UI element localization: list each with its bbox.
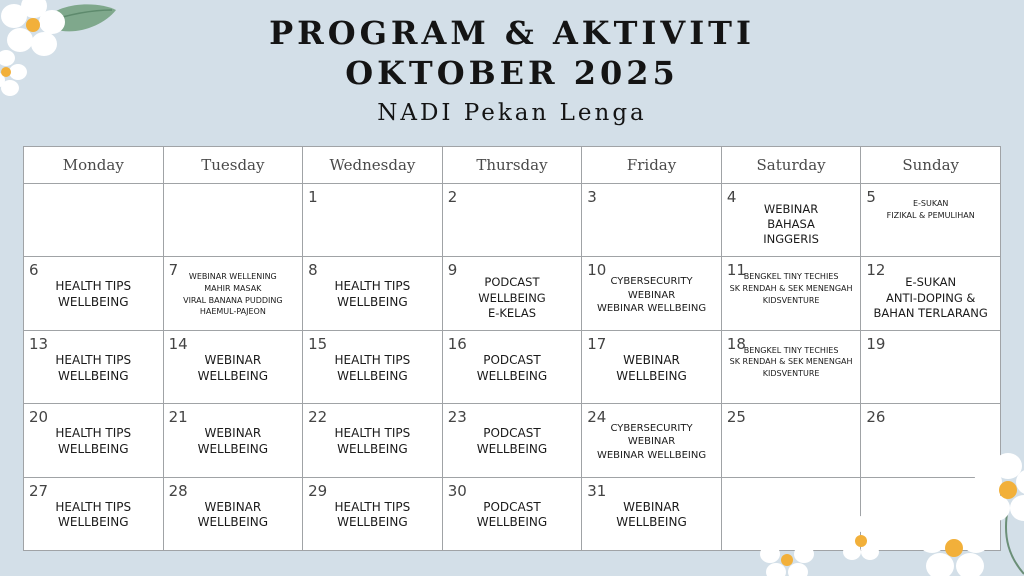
- date-number: 31: [587, 481, 607, 500]
- flower-icon: [760, 531, 814, 576]
- event-line: BAHAN TERLARANG: [873, 305, 988, 320]
- day-cell: [582, 257, 722, 330]
- day-cell: [721, 330, 861, 403]
- event-list: [582, 422, 721, 462]
- day-cell: [303, 184, 443, 257]
- event-line: WEBINAR: [763, 202, 819, 216]
- weekday-header: Friday: [582, 147, 722, 184]
- event-list: [582, 353, 721, 385]
- weekday-header: Wednesday: [303, 147, 443, 184]
- event-line: BENGKEL TINY TECHIES: [743, 272, 839, 282]
- day-cell: [24, 330, 164, 403]
- event-line: WELLBEING: [58, 295, 129, 310]
- event-line: WELLBEING: [337, 442, 408, 456]
- day-cell: [442, 477, 582, 550]
- event-list: [24, 279, 163, 311]
- date-number: 12: [866, 261, 886, 280]
- event-line: WELLBEING: [58, 442, 129, 456]
- day-cell: [442, 257, 582, 330]
- date-number: 16: [447, 334, 467, 353]
- event-line: HEALTH TIPS: [334, 352, 411, 367]
- event-line: WEBINAR: [627, 436, 676, 448]
- date-number: 30: [447, 481, 467, 500]
- day-cell: [721, 257, 861, 330]
- date-number: 2: [447, 188, 458, 206]
- date-number: 17: [587, 334, 607, 353]
- date-number: 25: [726, 408, 746, 427]
- event-line: HEALTH TIPS: [55, 352, 132, 367]
- event-line: WELLBEING: [58, 368, 129, 383]
- date-number: 23: [447, 408, 467, 427]
- date-number: 28: [168, 481, 188, 500]
- day-cell: [303, 257, 443, 330]
- day-cell: [163, 404, 303, 477]
- event-line: INGGERIS: [763, 232, 819, 247]
- day-cell: [303, 477, 443, 550]
- event-line: HEALTH TIPS: [334, 279, 411, 294]
- event-list: [164, 271, 303, 317]
- event-line: BENGKEL TINY TECHIES: [743, 345, 839, 355]
- event-line: WELLBEING: [476, 442, 548, 456]
- day-cell: [582, 330, 722, 403]
- event-list: [164, 353, 303, 385]
- event-line: WEBINAR: [204, 352, 262, 367]
- event-line: KIDSVENTURE: [762, 368, 820, 378]
- event-line: CYBERSECURITY: [610, 276, 693, 288]
- event-line: WELLBEING: [616, 515, 687, 530]
- event-line: WELLBEING: [58, 515, 129, 530]
- title-month: OKTOBER 2025: [345, 54, 679, 92]
- day-cell: [163, 257, 303, 330]
- event-line: WEBINAR WELLBEING: [596, 449, 707, 461]
- day-cell: [24, 257, 164, 330]
- event-line: HEALTH TIPS: [334, 426, 411, 441]
- weekday-header: Monday: [24, 147, 164, 184]
- event-line: WELLBEING: [197, 515, 269, 530]
- event-list: [164, 426, 303, 458]
- event-line: PODCAST: [483, 426, 541, 441]
- event-list: [303, 353, 442, 385]
- date-number: 8: [308, 261, 318, 280]
- flower-icon: [837, 516, 885, 560]
- event-line: E-KELAS: [487, 305, 536, 320]
- event-line: WELLBEING: [337, 368, 408, 383]
- day-cell: [24, 184, 164, 257]
- day-cell: [163, 184, 303, 257]
- weekday-header: Saturday: [721, 147, 861, 184]
- event-list: [303, 426, 442, 458]
- date-number: 24: [587, 408, 607, 427]
- flower-decoration-bottom-right: [740, 448, 1024, 576]
- day-cell: [24, 404, 164, 477]
- event-line: PODCAST: [483, 499, 541, 514]
- day-cell: [582, 477, 722, 550]
- weekday-header-row: [24, 147, 1001, 184]
- event-list: [582, 500, 721, 532]
- event-list: [443, 500, 582, 532]
- day-cell: [303, 330, 443, 403]
- day-cell: [442, 184, 582, 257]
- date-number: 20: [29, 408, 49, 427]
- day-cell: [861, 330, 1001, 403]
- event-list: [722, 271, 861, 306]
- week-row: [24, 330, 1001, 403]
- event-line: WELLBEING: [197, 368, 269, 383]
- event-line: HEALTH TIPS: [55, 426, 132, 441]
- date-number: 11: [726, 261, 746, 280]
- event-line: CYBERSECURITY: [610, 423, 693, 435]
- date-number: 29: [308, 481, 328, 500]
- date-number: 1: [308, 188, 318, 206]
- event-line: ANTI-DOPING &: [885, 290, 976, 305]
- event-list: [722, 345, 861, 380]
- day-cell: [582, 184, 722, 257]
- event-line: HAEMUL-PAJEON: [199, 307, 266, 317]
- event-line: VIRAL BANANA PUDDING: [183, 295, 283, 305]
- event-line: KIDSVENTURE: [762, 295, 820, 305]
- event-line: HEALTH TIPS: [334, 499, 411, 514]
- event-line: WELLBEING: [616, 368, 687, 383]
- day-cell: [303, 404, 443, 477]
- event-line: WEBINAR WELLBEING: [596, 302, 707, 314]
- event-line: SK RENDAH & SEK MENENGAH: [729, 283, 853, 293]
- day-cell: [163, 477, 303, 550]
- day-cell: [861, 184, 1001, 257]
- date-number: 21: [168, 408, 188, 427]
- day-cell: [442, 330, 582, 403]
- event-line: WEBINAR: [204, 426, 262, 441]
- date-number: 6: [29, 261, 39, 280]
- event-line: WEBINAR: [627, 289, 676, 301]
- event-list: [443, 353, 582, 385]
- date-number: 3: [587, 188, 597, 206]
- event-line: WELLBEING: [337, 515, 408, 530]
- flower-icon: [974, 453, 1024, 521]
- event-line: E-SUKAN: [905, 275, 957, 290]
- event-line: WEBINAR WELLENING: [188, 272, 277, 282]
- date-number: 10: [587, 261, 607, 280]
- event-list: [303, 500, 442, 532]
- event-line: WELLBEING: [197, 442, 269, 456]
- event-line: WEBINAR: [204, 499, 262, 514]
- weekday-header: Tuesday: [163, 147, 303, 184]
- day-cell: [582, 404, 722, 477]
- subtitle-location: NADI Pekan Lenga: [377, 100, 647, 126]
- date-number: 15: [308, 334, 328, 353]
- day-cell: [163, 330, 303, 403]
- date-number: 14: [168, 334, 188, 353]
- event-list: [861, 275, 1000, 321]
- date-number: 5: [866, 188, 876, 206]
- day-cell: [442, 404, 582, 477]
- event-line: MAHIR MASAK: [204, 283, 262, 293]
- event-line: HEALTH TIPS: [55, 279, 132, 294]
- event-list: [24, 353, 163, 385]
- date-number: 27: [29, 481, 49, 500]
- day-cell: [861, 257, 1001, 330]
- title-program-aktiviti: PROGRAM & AKTIVITI: [269, 14, 755, 52]
- event-line: WEBINAR: [623, 499, 680, 514]
- event-line: WEBINAR: [623, 352, 680, 367]
- event-line: FIZIKAL & PEMULIHAN: [886, 210, 975, 220]
- week-row: [24, 257, 1001, 330]
- date-number: 7: [168, 261, 179, 280]
- event-line: HEALTH TIPS: [55, 499, 132, 514]
- event-list: [582, 275, 721, 315]
- event-list: [303, 279, 442, 311]
- date-number: 26: [866, 408, 886, 427]
- event-list: [443, 275, 582, 321]
- event-list: [861, 198, 1000, 221]
- event-line: WELLBEING: [337, 295, 408, 310]
- day-cell: [24, 477, 164, 550]
- event-list: [24, 426, 163, 458]
- event-list: [443, 426, 582, 458]
- event-list: [164, 500, 303, 532]
- date-number: 18: [726, 334, 746, 353]
- date-number: 4: [726, 188, 737, 206]
- date-number: 13: [29, 334, 49, 353]
- flower-icon: [918, 511, 990, 576]
- event-line: WELLBEING: [478, 290, 546, 305]
- weekday-header: Sunday: [861, 147, 1001, 184]
- event-line: SK RENDAH & SEK MENENGAH: [729, 357, 853, 367]
- event-line: BAHASA: [767, 217, 815, 232]
- day-cell: [721, 184, 861, 257]
- event-line: E-SUKAN: [912, 199, 949, 208]
- event-line: PODCAST: [484, 275, 540, 290]
- weekday-header: Thursday: [442, 147, 582, 184]
- date-number: 22: [308, 408, 328, 427]
- event-list: [722, 202, 861, 248]
- date-number: 9: [447, 261, 458, 280]
- date-number: 19: [866, 334, 886, 353]
- week-row: [24, 184, 1001, 257]
- event-line: WELLBEING: [476, 515, 548, 530]
- event-line: WELLBEING: [476, 368, 548, 383]
- event-line: PODCAST: [483, 352, 541, 367]
- event-list: [24, 500, 163, 532]
